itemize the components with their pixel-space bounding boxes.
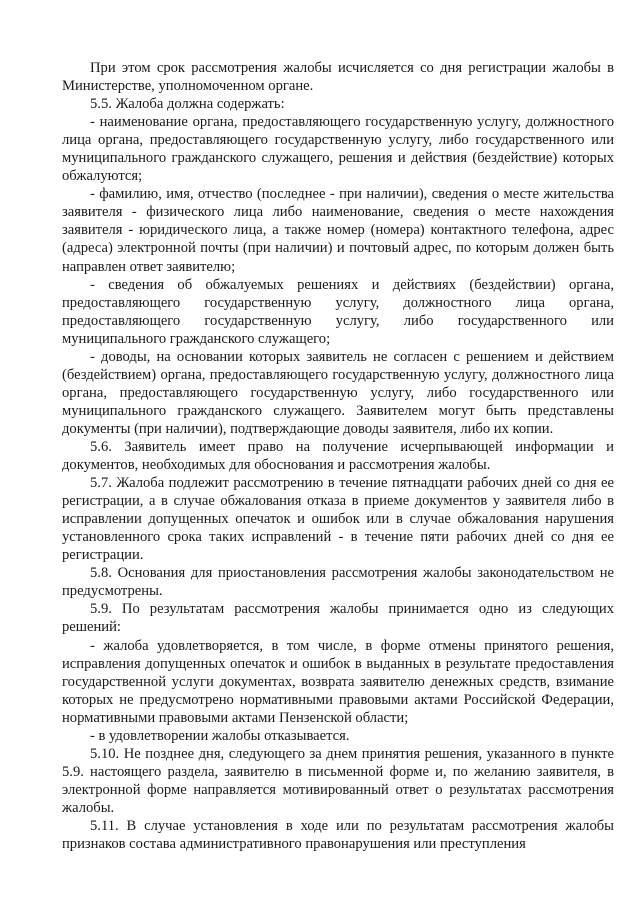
paragraph-5-10: 5.10. Не позднее дня, следующего за днем принятия решения, указанного в пункте 5.9. настоящего раздела, заявителю в письменной форме и, по желанию заявителя, в электронной форме направляется мотивированный ответ о результатах рассмотрения жалобы. [62,745,614,816]
paragraph-5-6: 5.6. Заявитель имеет право на получение исчерпывающей информации и документов, необходимых для обоснования и рассмотрения жалобы. [62,438,614,474]
list-item-appealed-decisions: - сведения об обжалуемых решениях и действиях (бездействии) органа, предоставляющего государственную услугу, должностного лица органа, предоставляющего государственную услугу, либо государственного или муниципального гражданского служащего; [62,276,614,347]
document-page [62,59,614,853]
paragraph-5-11: 5.11. В случае установления в ходе или по результатам рассмотрения жалобы признаков состава административного правонарушения или преступления [62,817,614,853]
list-item-complaint-satisfied: - жалоба удовлетворяется, в том числе, в форме отмены принятого решения, исправления допущенных опечаток и ошибок в выданных в результате предоставления государственной услуги документах, возврата заявителю денежных средств, взимание которых не предусмотрено нормативными правовыми актами Российской Федерации, нормативными правовыми актами Пензенской области; [62,637,614,726]
list-item-arguments: - доводы, на основании которых заявитель не согласен с решением и действием (бездействием) органа, предоставляющего государственную услугу, должностного лица органа, предоставляющего государственную услугу, либо государственного или муниципального гражданского служащего. Заявителем могут быть представлены документы (при наличии), подтверждающие доводы заявителя, либо их копии. [62,348,614,437]
list-item-complaint-rejected: - в удовлетворении жалобы отказывается. [90,727,350,744]
paragraph-5-5: 5.5. Жалоба должна содержать: [90,96,285,113]
paragraph-5-9: 5.9. По результатам рассмотрения жалобы принимается одно из следующих решений: [62,601,614,636]
paragraph-5-8: 5.8. Основания для приостановления рассмотрения жалобы законодательством не предусмотрены. [62,565,614,600]
paragraph-5-7: 5.7. Жалоба подлежит рассмотрению в течение пятнадцати рабочих дней со дня ее регистрации, а в случае обжалования отказа в приеме документов у заявителя либо в исправлении допущенных опечаток и ошибок или в случае обжалования нарушения установленного срока таких исправлений - в течение пяти рабочих дней со дня ее регистрации. [62,475,614,564]
paragraph-review-period: При этом срок рассмотрения жалобы исчисляется со дня регистрации жалобы в Министерстве, уполномоченном органе. [62,60,614,95]
list-item-authority-name: - наименование органа, предоставляющего государственную услугу, должностного лица органа, предоставляющего государственную услугу, либо государственного или муниципального гражданского служащего, решения и действия (бездействие) которых обжалуются; [62,114,614,185]
list-item-applicant-info: - фамилию, имя, отчество (последнее - при наличии), сведения о месте жительства заявителя - физического лица либо наименование, сведения о месте нахождения заявителя - юридического лица, а также номер (номера) контактного телефона, адрес (адреса) электронной почты (при наличии) и почтовый адрес, по которым должен быть направлен ответ заявителю; [62,186,614,275]
